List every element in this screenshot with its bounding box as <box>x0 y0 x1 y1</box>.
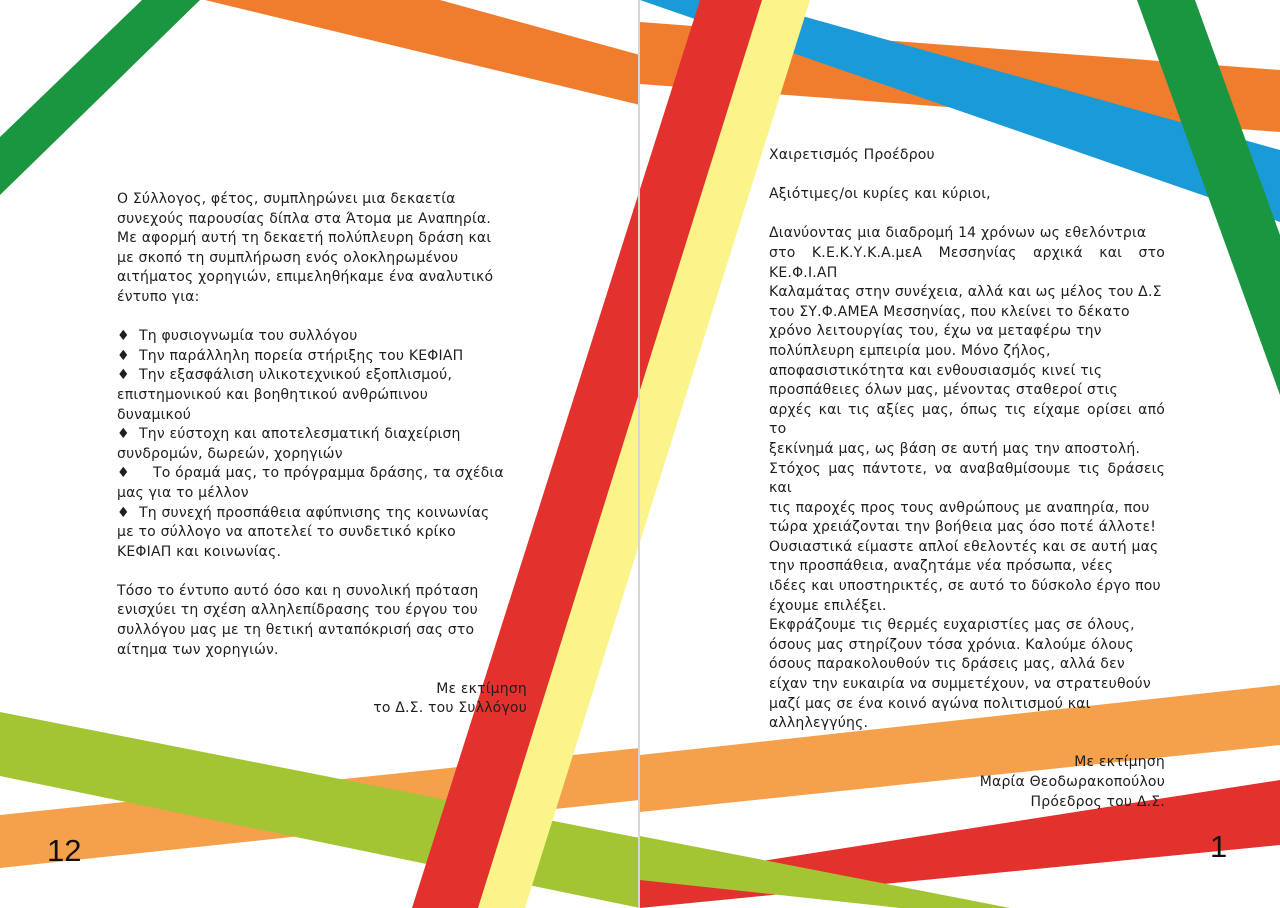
page-number-right: 1 <box>1210 829 1228 864</box>
greeting: Αξιότιμες/οι κυρίες και κύριοι, <box>769 186 991 203</box>
text-line: τώρα χρειάζονται την βοήθεια μας όσο ποτέ άλλοτε! <box>769 519 1157 536</box>
signature-line: Πρόεδρος του Δ.Σ. <box>1030 793 1165 810</box>
diamond-bullet-icon: ♦ <box>117 367 130 384</box>
text-line: Την εξασφάλιση υλικοτεχνικού εξοπλισμού, <box>139 367 453 384</box>
text-line: Ο Σύλλογος, φέτος, συμπληρώνει μια δεκαετία <box>117 191 456 207</box>
text-line: αίτημα των χορηγιών. <box>117 641 279 658</box>
text-line: συνδρομών, δωρεών, χορηγιών <box>117 445 343 462</box>
text-line: αρχές και τις αξίες μας, όπως τις είχαμε ορίσει από το <box>769 401 1165 438</box>
diamond-bullet-icon: ♦ <box>117 426 130 443</box>
text-line: όσους παρακολουθούν τις δράσεις μας, αλλά δεν <box>769 656 1125 673</box>
text-line: αλληλεγγύης. <box>769 715 869 732</box>
text-line: Το όραμά μας, το πρόγραμμα δράσης, τα σχέδια <box>139 465 504 482</box>
left-signature <box>117 680 527 719</box>
text-line: ενισχύει τη σχέση αλληλεπίδρασης του έργου του <box>117 602 478 619</box>
page-number-left: 12 <box>47 833 82 868</box>
text-line: μαζί μας σε ένα κοινό αγώνα πολιτισμού και <box>769 695 1091 712</box>
text-line: τις παροχές προς τους ανθρώπους με αναπηρία, που <box>769 499 1150 516</box>
diamond-bullet-icon: ♦ <box>117 465 130 482</box>
text-line: Διανύοντας μια διαδρομή 14 χρόνων ως εθελόντρια <box>769 225 1147 242</box>
text-line: προσπάθειες όλων μας, μένοντας σταθεροί στις <box>769 382 1118 399</box>
diamond-bullet-icon: ♦ <box>117 504 130 521</box>
text-line: με το σύλλογο να αποτελεί το συνδετικό κρίκο <box>117 524 456 541</box>
stripe-green-topleft <box>0 0 200 195</box>
stripe-orange-top <box>205 0 640 105</box>
signature-line: Με εκτίμηση <box>436 680 527 697</box>
text-line: δυναμικού <box>117 406 192 423</box>
text-line: στο Κ.Ε.Κ.Υ.Κ.Α.μεΑ Μεσσηνίας αρχικά και στο ΚΕ.Φ.Ι.ΑΠ <box>769 244 1165 281</box>
list-item <box>117 464 527 503</box>
signature-line: το Δ.Σ. του Συλλόγου <box>373 700 527 717</box>
right-page-text <box>769 146 1165 812</box>
text-line: Τόσο το έντυπο αυτό όσο και η συνολική πρόταση <box>117 582 479 599</box>
text-line: ΚΕΦΙΑΠ και κοινωνίας. <box>117 543 282 560</box>
text-line: πολύπλευρη εμπειρία μου. Μόνο ζήλος, <box>769 342 1051 359</box>
list-item <box>117 504 527 563</box>
diamond-bullet-icon: ♦ <box>117 347 130 364</box>
list-item <box>117 347 527 367</box>
text-line: Καλαμάτας στην συνέχεια, αλλά και ως μέλος του Δ.Σ <box>769 284 1162 301</box>
text-line: Την εύστοχη και αποτελεσματική διαχείριση <box>139 426 461 443</box>
signature-line: Με εκτίμηση <box>1074 754 1165 771</box>
page-title: Χαιρετισμός Προέδρου <box>769 147 935 163</box>
signature-line: Μαρία Θεοδωρακοπούλου <box>979 774 1165 790</box>
text-line: Την παράλληλη πορεία στήριξης του ΚΕΦΙΑΠ <box>139 347 464 364</box>
text-line: με σκοπό τη συμπλήρωση ενός ολοκληρωμένου <box>117 249 459 266</box>
text-line: Ουσιαστικά είμαστε απλοί εθελοντές και σε αυτή μας <box>769 538 1159 555</box>
diamond-bullet-icon: ♦ <box>117 328 130 345</box>
text-line: συλλόγου μας με τη θετική ανταπόκρισή σας στο <box>117 622 475 639</box>
text-line: Τη συνεχή προσπάθεια αφύπνισης της κοινωνίας <box>139 504 490 521</box>
bullet-list <box>117 327 527 562</box>
closing-paragraph <box>117 582 527 660</box>
right-signature <box>769 753 1165 812</box>
text-line: είχαν την ευκαιρία να συμμετέχουν, να στρατευθούν <box>769 676 1151 693</box>
text-line: Με αφορμή αυτή τη δεκαετή πολύπλευρη δράση και <box>117 230 492 247</box>
list-item <box>117 327 527 347</box>
intro-paragraph <box>117 190 527 308</box>
text-line: Εκφράζουμε τις θερμές ευχαριστίες μας σε όλους, <box>769 617 1135 634</box>
text-line: Στόχος μας πάντοτε, να αναβαθμίσουμε τις δράσεις και <box>769 460 1165 497</box>
text-line: ιδέες και υποστηρικτές, σε αυτό το δύσκολο έργο που <box>769 578 1161 595</box>
text-line: αποφασιστικότητα και ενθουσιασμός κινεί τις <box>769 362 1103 379</box>
text-line: ξεκίνημά μας, ως βάση σε αυτή μας την αποστολή. <box>769 440 1141 457</box>
text-line: την προσπάθεια, αναζητάμε νέα πρόσωπα, νέες <box>769 558 1114 575</box>
text-line: επιστημονικού και βοηθητικού ανθρώπινου <box>117 386 428 403</box>
list-item <box>117 425 527 464</box>
page-fold <box>638 0 640 908</box>
text-line: μας για το μέλλον <box>117 484 249 501</box>
text-line: συνεχούς παρουσίας δίπλα στα Άτομα με Αναπηρία. <box>117 210 492 227</box>
text-line: του ΣΥ.Φ.ΑΜΕΑ Μεσσηνίας, που κλείνει το δέκατο <box>769 303 1130 320</box>
text-line: έντυπο για: <box>117 288 200 305</box>
body-paragraph <box>769 224 1165 733</box>
text-line: Τη φυσιογνωμία του συλλόγου <box>139 328 358 345</box>
text-line: έχουμε επιλέξει. <box>769 597 887 614</box>
text-line: χρόνο λειτουργίας του, έχω να μεταφέρω την <box>769 323 1102 340</box>
text-line: αιτήματος χορηγιών, επιμεληθήκαμε ένα αναλυτικό <box>117 269 494 286</box>
left-page-text <box>117 190 527 719</box>
text-line: όσους μας στηρίζουν τόσα χρόνια. Καλούμε όλους <box>769 636 1134 653</box>
list-item <box>117 366 527 425</box>
